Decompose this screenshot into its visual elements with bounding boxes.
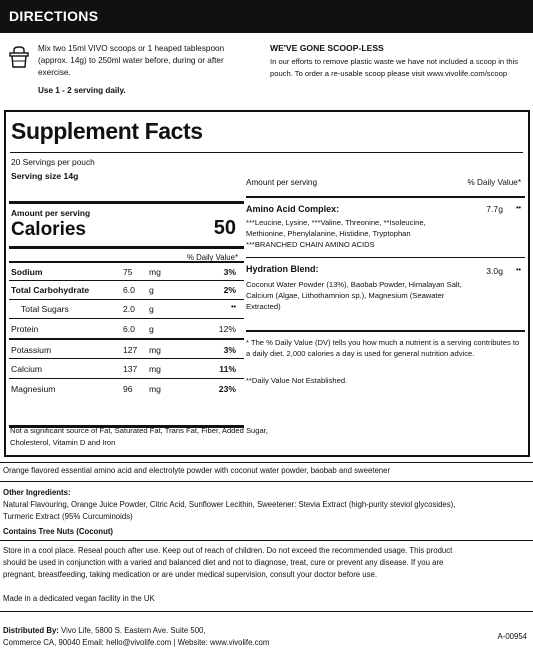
distributed-contact: Commerce CA, 90040 Email: hello@vivolife.com | Website: www.vivolife.com xyxy=(3,638,270,647)
nutrient-name: Total Sugars xyxy=(21,304,69,314)
calories-label: Calories xyxy=(11,219,86,240)
nutrient-amount: 137 xyxy=(123,364,138,374)
nutrient-unit: g xyxy=(149,304,154,314)
nutrient-unit: mg xyxy=(149,345,161,355)
divider xyxy=(0,462,533,463)
daily-value-header: % Daily Value* xyxy=(467,178,521,187)
servings-per-pouch: 20 Servings per pouch xyxy=(11,157,95,167)
other-ingredients-heading: Other Ingredients: xyxy=(3,488,71,497)
calories-value: 50 xyxy=(213,217,236,239)
nutrient-dv: 11% xyxy=(219,364,236,374)
nutrient-amount: 6.0 xyxy=(123,285,135,295)
amino-dv: •• xyxy=(516,205,521,212)
nutrient-name: Potassium xyxy=(11,345,52,355)
nutrient-unit: mg xyxy=(149,384,161,394)
serving-size: Serving size 14g xyxy=(11,171,79,181)
nutrient-dv: •• xyxy=(231,304,236,311)
nutrient-name: Sodium xyxy=(11,267,43,277)
table-row xyxy=(9,338,244,358)
nutrient-name: Magnesium xyxy=(11,384,56,394)
nutrient-dv: 12% xyxy=(218,324,236,334)
scoop-title: WE'VE GONE SCOOP-LESS xyxy=(270,43,384,53)
other-ingredients-line: Natural Flavouring, Orange Juice Powder, Citric Acid, Sunflower Lecithin, Sweetener: Stevia Extract (high-purity steviol glycosides), xyxy=(3,500,456,509)
storage-text: should be used in conjunction with a varied and balanced diet and not to diagnose, treat, cure or prevent any disease. If you are xyxy=(3,558,444,567)
table-row xyxy=(9,358,244,378)
nutrient-name: Total Carbohydrate xyxy=(11,285,90,295)
divider xyxy=(246,330,525,332)
nutrient-amount: 75 xyxy=(123,267,133,277)
directions-use: Use 1 - 2 serving daily. xyxy=(38,86,126,95)
storage-text: Store in a cool place. Reseal pouch after use. Keep out of reach of children. Do not exceed the recommended usage. This product xyxy=(3,546,453,555)
nutrient-amount: 127 xyxy=(123,345,138,355)
nutrient-dv: 23% xyxy=(218,384,236,394)
amount-per-serving-label: Amount per serving xyxy=(246,178,317,187)
hydration-amount: 3.0g xyxy=(486,266,503,276)
nutrient-amount: 6.0 xyxy=(123,324,135,334)
daily-value-header: % Daily Value* xyxy=(187,253,238,262)
divider xyxy=(0,540,533,541)
amino-note: ***BRANCHED CHAIN AMINO ACIDS xyxy=(246,240,375,249)
nutrient-name: Calcium xyxy=(11,364,43,374)
nutrient-unit: g xyxy=(149,285,154,295)
scoop-text: In our efforts to remove plastic waste we have not included a scoop in this pouch. To order a re-usable scoop please visit www.vivolife.com/scoop xyxy=(270,57,519,78)
divider xyxy=(246,257,525,258)
supplement-facts-panel xyxy=(4,110,530,457)
storage-text: pregnant, breastfeeding, taking medication or are under medical supervision, consult your doctor before use. xyxy=(3,570,378,579)
nutrient-unit: mg xyxy=(149,267,161,277)
other-ingredients-line: Turmeric Extract (95% Curcuminoids) xyxy=(3,512,133,521)
nutrient-dv: 3% xyxy=(223,267,236,277)
nutrient-name: Protein xyxy=(11,324,39,334)
facility-info: Made in a dedicated vegan facility in the UK xyxy=(3,594,155,603)
amino-amount: 7.7g xyxy=(486,204,503,214)
distributed-by xyxy=(3,625,206,637)
hydration-dv: •• xyxy=(516,267,521,274)
nutrient-dv: 3% xyxy=(223,345,236,355)
divider xyxy=(246,196,525,198)
table-row xyxy=(9,378,244,398)
table-row xyxy=(9,261,244,280)
amino-text: ***Leucine, Lysine, ***Valine, Threonine, **Isoleucine, Methionine, Phenylalanine, Histidine, Tryptophan xyxy=(246,218,426,238)
footnote-not-established: **Daily Value Not Established. xyxy=(246,376,348,385)
hydration-text: Coconut Water Powder (13%), Baobab Powder, Himalayan Salt, Calcium (Algae, Lithothamnion sp.), Magnesium (Seawater Extracted) xyxy=(246,280,462,311)
product-code: A-00954 xyxy=(497,632,527,641)
divider xyxy=(10,152,523,153)
not-significant-note: Not a significant source of Fat, Saturated Fat, Trans Fat, Fiber, Added Sugar, Cholesterol, Vitamin D and Iron xyxy=(10,426,268,447)
footnote-daily-value: * The % Daily Value (DV) tells you how much a nutrient is a serving contributes to a daily diet. 2,000 calories a day is used for general nutrition advice. xyxy=(246,338,520,358)
nutrient-unit: g xyxy=(149,324,154,334)
hydration-heading: Hydration Blend: xyxy=(246,264,319,274)
facts-title: Supplement Facts xyxy=(11,118,203,144)
product-description: Orange flavored essential amino acid and electrolyte powder with coconut water powder, baobab and sweetener xyxy=(3,466,391,475)
divider xyxy=(9,246,244,249)
directions-title: DIRECTIONS xyxy=(9,8,99,24)
table-row xyxy=(9,280,244,299)
distributed-label: Distributed By: xyxy=(3,626,59,635)
cup-icon xyxy=(9,46,29,68)
nutrient-unit: mg xyxy=(149,364,161,374)
nutrition-table xyxy=(9,201,244,428)
allergen-info: Contains Tree Nuts (Coconut) xyxy=(3,527,114,536)
directions-text: Mix two 15ml VIVO scoops or 1 heaped tablespoon (approx. 14g) to 250ml water before, during or after exercise. xyxy=(38,44,225,77)
directions-header xyxy=(0,0,533,33)
amount-per-serving-label: Amount per serving xyxy=(11,208,91,218)
distributed-address: Vivo Life, 5800 S. Eastern Ave. Suite 500, xyxy=(58,626,206,635)
divider xyxy=(0,611,533,612)
nutrient-amount: 96 xyxy=(123,384,133,394)
amino-heading: Amino Acid Complex: xyxy=(246,204,340,214)
table-row xyxy=(9,299,244,318)
divider xyxy=(0,481,533,482)
nutrient-amount: 2.0 xyxy=(123,304,135,314)
table-row xyxy=(9,318,244,338)
nutrient-dv: 2% xyxy=(223,285,236,295)
